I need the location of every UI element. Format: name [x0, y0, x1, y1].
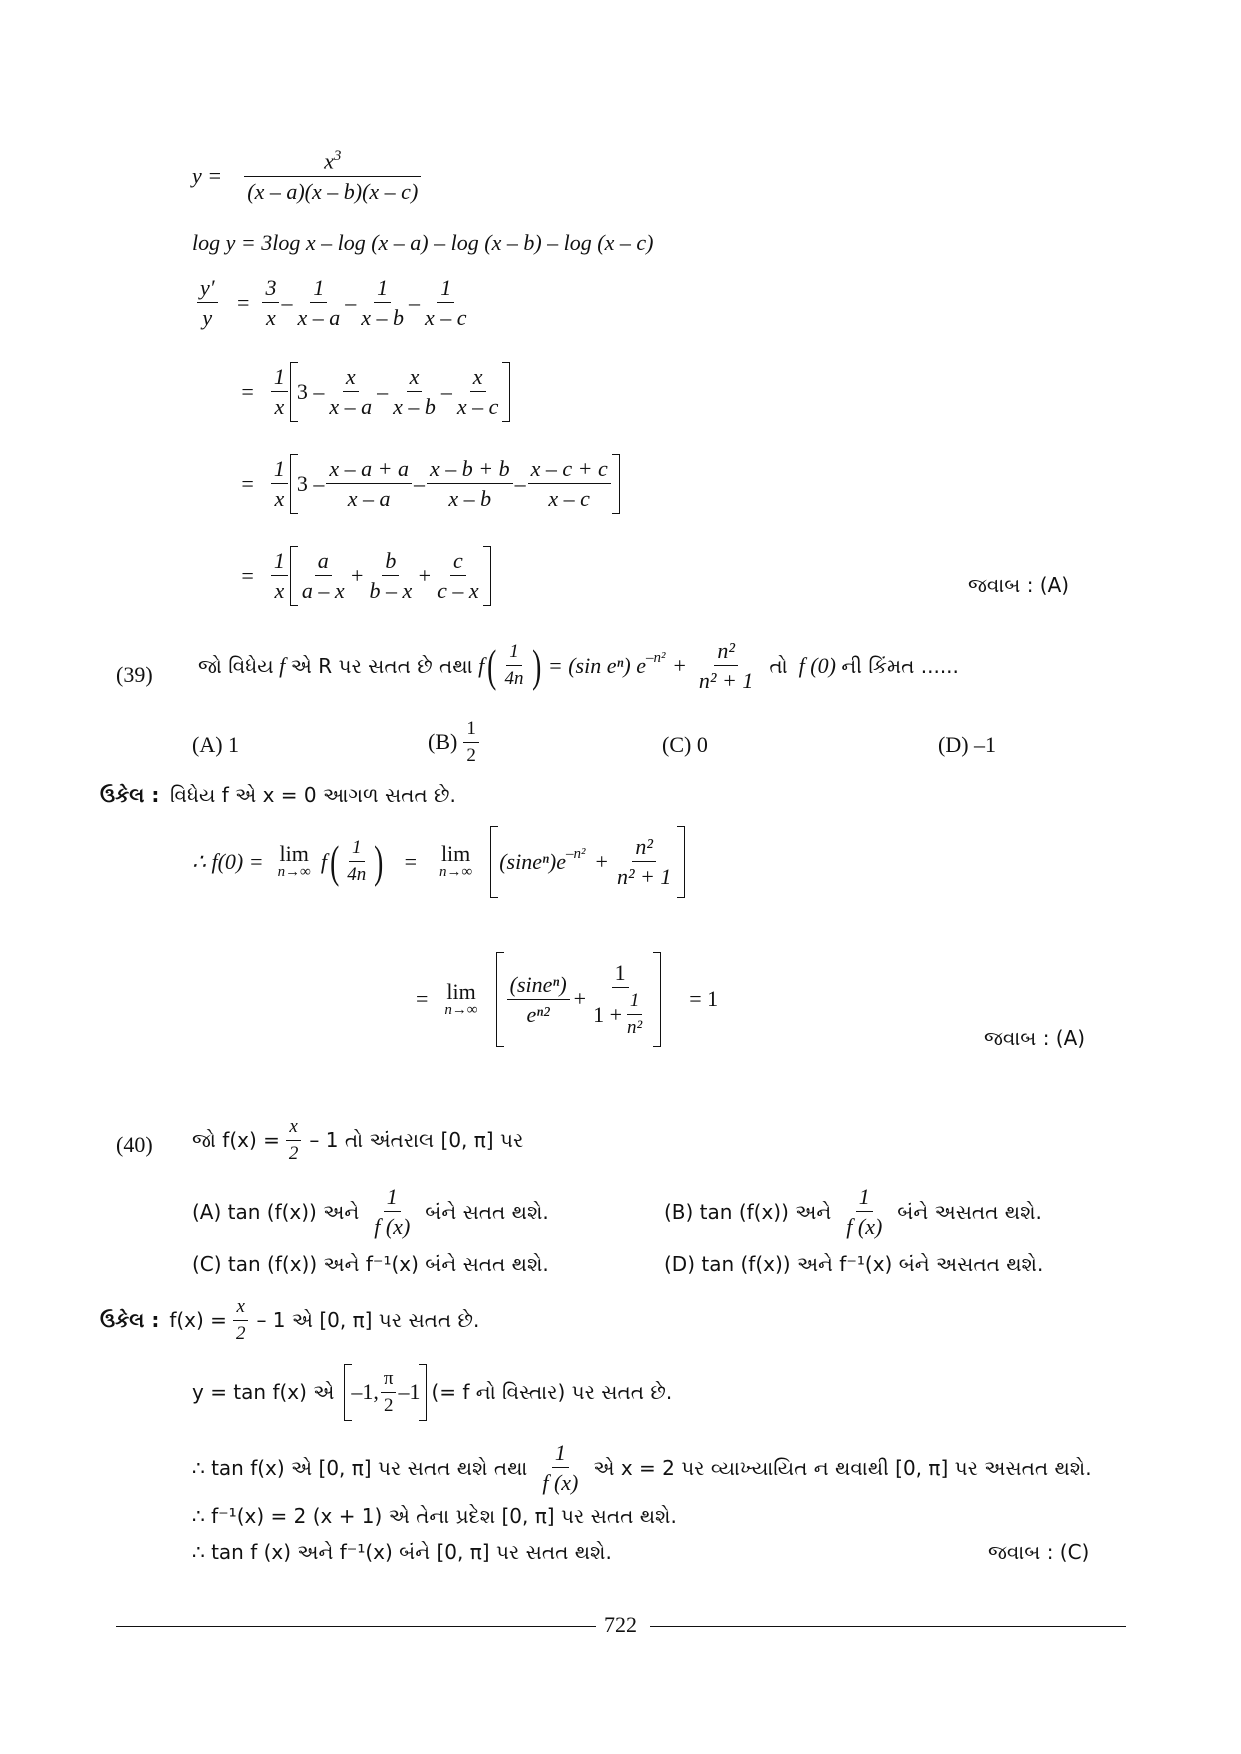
option-b-frac [843, 1184, 885, 1240]
den: 2 [466, 744, 476, 766]
option-b-frac [463, 718, 479, 767]
den-y: y [202, 305, 213, 331]
q40-option-c: (C) tan (f(x)) અને f⁻¹(x) બંને સતત થશે. [192, 1252, 549, 1276]
option-a-frac [371, 1184, 413, 1240]
frac-1-4n [344, 837, 369, 886]
minus: – [345, 289, 357, 315]
y-equals: y = [192, 162, 223, 188]
num: x [233, 1296, 247, 1321]
den: x – b [448, 486, 492, 512]
den: n² [627, 1017, 643, 1039]
option-b-tail: બંને અસતત થશે. [897, 1199, 1042, 1224]
q39-number: (39) [116, 662, 153, 687]
num: 1 [310, 275, 327, 303]
paren-left: ( [487, 639, 497, 691]
three-minus: 3 – [296, 470, 325, 496]
den: 4n [504, 668, 524, 690]
minus: – [377, 378, 389, 404]
num: x [343, 364, 359, 392]
q40-solution-line4: ∴ f⁻¹(x) = 2 (x + 1) એ તેના પ્રદેશ [0, π] પર સતત થશે. [192, 1504, 677, 1528]
plus: + [673, 652, 686, 678]
q39-text-b: f [279, 652, 286, 678]
sol2-b: (= f નો વિસ્તાર) પર સતત છે. [431, 1380, 673, 1405]
derivation-line-1 [192, 148, 423, 204]
q40-solution-line5: ∴ tan f (x) અને f⁻¹(x) બંને [0, π] પર સતત થશે. [192, 1540, 612, 1564]
num: x [470, 364, 486, 392]
frac-a-ax [299, 548, 348, 604]
lim-text: lim [440, 841, 471, 867]
q39-option-b [428, 718, 481, 767]
sin-term: (sineⁿ)e [499, 848, 567, 874]
sol3-frac [539, 1440, 581, 1496]
den: x – c [548, 486, 590, 512]
fraction-x3 [244, 148, 421, 204]
equals: = [416, 986, 429, 1012]
f0-equals: ∴ f(0) = [192, 848, 264, 874]
q40-solution-line1 [100, 1296, 479, 1345]
den: f (x) [542, 1470, 579, 1496]
minus: – [281, 289, 293, 315]
den: f (x) [846, 1214, 883, 1240]
lim-sub: n→∞ [277, 864, 311, 881]
den: x [274, 486, 285, 512]
num: x [286, 1116, 300, 1141]
den-1-plus [590, 988, 650, 1039]
frac-n2 [614, 834, 674, 890]
num: 1 [271, 456, 288, 484]
paren-left: ( [330, 835, 340, 887]
num: 1 [463, 718, 479, 743]
num: x – b + b [427, 456, 513, 484]
lim-text: lim [279, 841, 309, 867]
q39-tail-c: ની કિંમત ...... [841, 653, 959, 678]
derivation-line-2: log y = 3log x – log (x – a) – log (x – b) – log (x – c) [192, 230, 654, 255]
minus: – [440, 378, 452, 404]
q39-rhs: = (sin eⁿ) e [547, 652, 646, 678]
num: 1 [612, 960, 629, 988]
q39-tail-b: f (0) [798, 652, 836, 678]
option-a-text: (A) tan (f(x)) અને [192, 1199, 360, 1224]
plus: + [595, 848, 608, 874]
den: n² + 1 [698, 668, 754, 694]
sol1-b: – 1 એ [0, π] પર સતત છે. [256, 1308, 480, 1333]
equals-one: = 1 [689, 986, 719, 1012]
sol3-a: ∴ tan f(x) એ [0, π] પર સતત થશે તથા [192, 1455, 528, 1480]
num: 1 [271, 364, 288, 392]
lim-sub: n→∞ [439, 864, 473, 881]
num: b [382, 548, 399, 576]
bracket-right-part: –1 [398, 1379, 421, 1405]
q39-option-c: (C) 0 [662, 732, 708, 757]
q40-solution-label: ઉકેલ : [100, 1308, 160, 1333]
limit [278, 843, 311, 880]
den: 2 [235, 1322, 246, 1344]
frac-1-x [271, 364, 288, 420]
frac-x-xa [326, 364, 375, 420]
num: 1 [374, 275, 391, 303]
answer-q39: જવાબ : (A) [984, 1026, 1086, 1050]
num: 1 [506, 641, 522, 666]
q40-stem-b: – 1 તો અંતરાલ [0, π] પર [309, 1128, 524, 1153]
den: x [266, 305, 276, 331]
q39-frac-1-4n [502, 641, 527, 690]
num: x – a + a [326, 456, 412, 484]
square-bracket [290, 546, 491, 606]
den: x [274, 394, 285, 420]
q40-frac-x-2 [286, 1116, 302, 1165]
frac-xaa [326, 456, 412, 512]
sol3-b: એ x = 2 પર વ્યાખ્યાયિત ન થવાથી [0, π] પર અસતત થશે. [593, 1455, 1092, 1480]
num: 1 [856, 1184, 873, 1212]
frac-3-x [262, 275, 279, 331]
q40-option-b [664, 1184, 1042, 1240]
plus: + [417, 562, 433, 588]
q39-stem [198, 638, 959, 694]
q40-solution-line3 [192, 1440, 1092, 1496]
q39-option-a: (A) 1 [192, 732, 240, 757]
page-number: 722 [604, 1612, 637, 1637]
frac-1-x [271, 456, 288, 512]
limit [444, 978, 478, 1018]
den: x – c [424, 305, 467, 331]
lim-text: lim [446, 978, 476, 1004]
limit [439, 843, 472, 880]
frac-1-xb [358, 275, 407, 331]
equals: = [404, 848, 418, 874]
sol1-a: f(x) = [169, 1308, 227, 1333]
sol1-frac-x-2 [233, 1296, 249, 1345]
den: x – b [393, 394, 436, 420]
den: x – a [329, 394, 373, 420]
den: x [274, 578, 285, 604]
q39-solution-line2 [192, 826, 685, 898]
square-bracket [490, 826, 685, 898]
denominator-xabc: (x – a)(x – b)(x – c) [247, 178, 419, 204]
num: n² [714, 638, 738, 666]
q39-solution-line3 [416, 952, 718, 1047]
frac-1-xc [422, 275, 470, 331]
frac-x-xb [390, 364, 439, 420]
num: 1 [271, 548, 288, 576]
frac-x-xc [454, 364, 502, 420]
num: x – c + c [528, 456, 611, 484]
plus: + [573, 986, 587, 1012]
den: 4n [347, 864, 367, 886]
num: c [450, 548, 466, 576]
equals: = [240, 378, 255, 404]
num: 1 [349, 837, 365, 862]
num: π [381, 1368, 397, 1393]
den: 2 [288, 1142, 299, 1164]
q40-stem-a: જો f(x) = [192, 1128, 280, 1153]
option-b-text: (B) tan (f(x)) અને [664, 1199, 832, 1224]
equals: = [240, 562, 255, 588]
exponent-3: 3 [333, 148, 342, 164]
q40-solution-line2 [192, 1364, 672, 1421]
q39-frac-n2 [696, 638, 756, 694]
option-b-label: (B) [428, 729, 458, 755]
q40-option-a [192, 1184, 549, 1240]
num: 1 [437, 275, 454, 303]
q39-exp: –n² [645, 650, 666, 667]
derivation-line-6 [240, 546, 491, 606]
numerator-x: x [324, 148, 334, 174]
q39-f: f [478, 652, 485, 678]
q39-option-d: (D) –1 [938, 732, 997, 757]
frac-c-cx [434, 548, 482, 604]
paren-right: ) [531, 639, 541, 691]
answer-q40: જવાબ : (C) [988, 1540, 1090, 1564]
square-bracket [290, 454, 620, 514]
fraction-yprime-y [197, 275, 218, 331]
derivation-line-4 [240, 362, 510, 422]
footer-rule-left [116, 1626, 596, 1627]
den: b – x [369, 578, 413, 604]
num-yprime: y′ [197, 275, 218, 303]
frac-xbb [427, 456, 513, 512]
sol2-a: y = tan f(x) એ [192, 1380, 335, 1405]
derivation-line-3 [195, 275, 472, 331]
den: x – b [361, 305, 404, 331]
derivation-line-5 [240, 454, 620, 514]
q40-stem [192, 1116, 523, 1165]
minus: – [408, 289, 420, 315]
num: 1 [384, 1184, 401, 1212]
frac-1-n2 [624, 990, 645, 1039]
one-plus: 1 + [593, 1001, 622, 1027]
den: 2 [383, 1394, 394, 1416]
q39-tail-a: તો [769, 653, 788, 678]
footer-rule-right [650, 1626, 1126, 1627]
square-bracket [290, 362, 511, 422]
den: x – a [347, 486, 391, 512]
num: 3 [262, 275, 279, 303]
frac-1-xa [294, 275, 343, 331]
q39-text-c: એ R પર સતત છે તથા [290, 653, 473, 678]
num: 1 [627, 990, 643, 1015]
q39-text-a: જો વિધેય [198, 653, 274, 678]
minus: – [514, 470, 526, 496]
frac-1-1plus [590, 960, 650, 1039]
equals: = [235, 289, 251, 315]
equals: = [240, 470, 255, 496]
square-bracket [344, 1364, 427, 1421]
square-bracket [496, 952, 662, 1047]
frac-1-x [271, 548, 288, 604]
bracket-left-part: –1, [351, 1379, 379, 1405]
sin-exp: –n² [566, 846, 586, 863]
lim-sub: n→∞ [444, 1001, 478, 1018]
den: eⁿ² [526, 1001, 550, 1027]
q40-number: (40) [116, 1132, 153, 1157]
q40-option-d: (D) tan (f(x)) અને f⁻¹(x) બંને અસતત થશે. [664, 1252, 1044, 1276]
num: x [407, 364, 423, 392]
den: a – x [301, 578, 345, 604]
num: 1 [552, 1440, 569, 1468]
num: n² [632, 834, 656, 862]
three-minus: 3 – [296, 378, 325, 404]
frac-xcc [528, 456, 611, 512]
frac-pi-2 [381, 1368, 397, 1417]
q39-solution-label: ઉકેલ : [100, 783, 160, 807]
paren-right: ) [374, 835, 384, 887]
den: x – c [456, 394, 499, 420]
plus: + [349, 562, 365, 588]
den: x – a [297, 305, 341, 331]
answer-q38: જવાબ : (A) [968, 573, 1070, 597]
den: f (x) [374, 1214, 411, 1240]
num: a [315, 548, 332, 576]
frac-sin-e [507, 972, 570, 1028]
option-a-tail: બંને સતત થશે. [425, 1199, 549, 1224]
den: n² + 1 [616, 864, 672, 890]
num: (sineⁿ) [507, 972, 570, 1000]
f: f [320, 848, 327, 874]
den: c – x [437, 578, 479, 604]
frac-b-bx [366, 548, 415, 604]
q39-solution-line1: વિધેય f એ x = 0 આગળ સતત છે. [170, 783, 456, 807]
minus: – [413, 470, 425, 496]
